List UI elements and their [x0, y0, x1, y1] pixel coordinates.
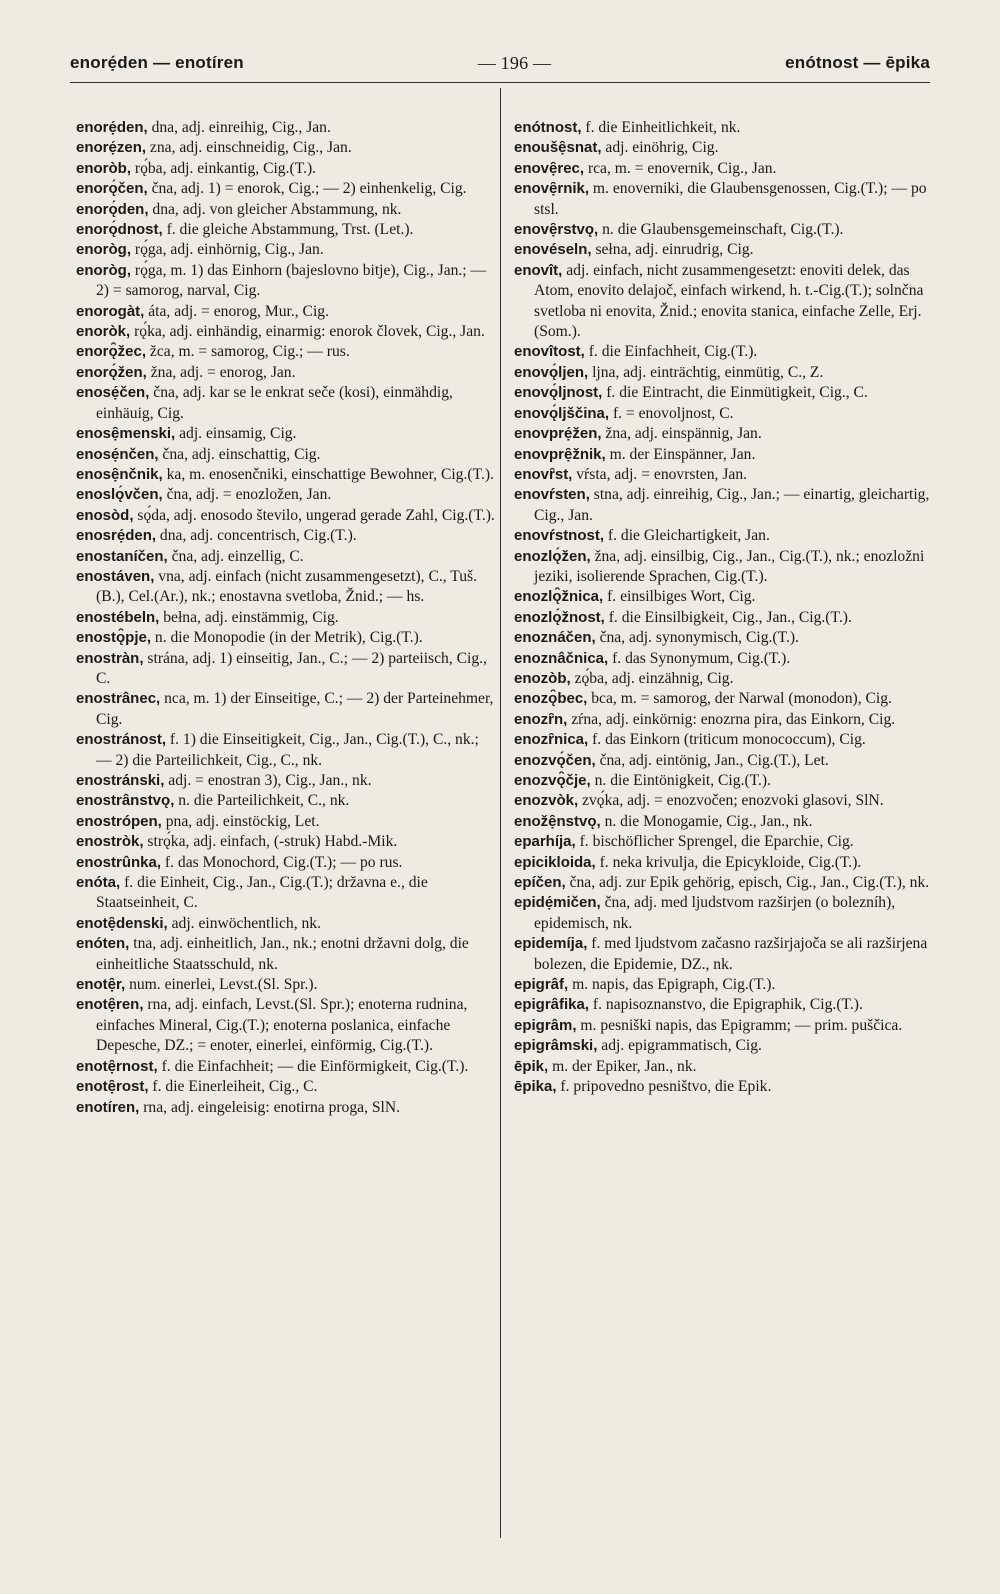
dictionary-entry — [76, 200, 496, 220]
entry-definition: dna, adj. einreihig, Cig., Jan. — [147, 119, 331, 136]
entry-headword: enoslǫ́včen, — [76, 486, 163, 504]
dictionary-entry — [76, 526, 496, 546]
entry-headword: enozvòk, — [514, 792, 579, 810]
entry-definition: adj. einwöchentlich, nk. — [167, 914, 321, 932]
entry-headword: epicikloida, — [514, 853, 596, 871]
entry-headword: enostrûnka, — [76, 853, 162, 871]
entry-definition: f. die Gleichartigkeit, Jan. — [604, 527, 770, 545]
entry-headword: enovîtost, — [514, 343, 585, 361]
entry-headword: enorǫ́žen, — [76, 363, 147, 381]
entry-definition: bełna, adj. einstämmig, Cig. — [159, 608, 339, 626]
dictionary-entry — [514, 751, 934, 771]
entry-definition: čna, adj. einschattig, Cig. — [158, 445, 321, 463]
dictionary-entry — [76, 689, 496, 730]
entry-definition: rǫ́ga, m. 1) das Einhorn (bajeslovno bitje), Cig., Jan.; — 2) = samorog, narval, Cig. — [96, 261, 487, 300]
header-rule — [70, 82, 930, 83]
entry-definition: zǫ́ba, adj. einzähnig, Cig. — [570, 669, 734, 687]
header-right: enótnost — ēpika — [785, 53, 930, 72]
dictionary-entry — [514, 547, 934, 588]
dictionary-entry — [76, 465, 496, 485]
entry-definition: žna, adj. = enorog, Jan. — [146, 363, 296, 381]
entry-definition: f. neka krivulja, die Epicykloide, Cig.(T.). — [595, 853, 862, 871]
dictionary-entry — [514, 873, 934, 893]
entry-definition: num. einerlei, Levst.(Sl. Spr.). — [125, 976, 318, 994]
entry-definition: rna, adj. eingeleisig: enotirna proga, SlN. — [139, 1098, 401, 1116]
entry-headword: epigrâfika, — [514, 996, 590, 1014]
entry-definition: rna, adj. einfach, Levst.(Sl. Spr.); enoterna rudnina, einfaches Mineral, Cig.(T.); enoterna poslanica, einfache Depesche, DZ.; = enoter, einerlei, einförmig, Cig.(T.). — [96, 996, 468, 1055]
dictionary-entry — [514, 893, 934, 934]
page-header — [70, 46, 930, 80]
entry-definition: dna, adj. von gleicher Abstammung, nk. — [148, 200, 402, 218]
dictionary-entry — [514, 689, 934, 709]
entry-headword: enotẹ̑rnost, — [76, 1057, 158, 1075]
entry-headword: enovprẹ́žen, — [514, 425, 602, 443]
entry-definition: f. die Einfachheit; — die Einförmigkeit, Cig.(T.). — [157, 1057, 469, 1075]
entry-headword: epigrâmski, — [514, 1037, 598, 1055]
entry-definition: f. napisoznanstvo, die Epigraphik, Cig.(T.). — [589, 996, 863, 1014]
entry-definition: čna, adj. einzellig, C. — [167, 547, 304, 565]
entry-definition: f. die Einheit, Cig., Jan., Cig.(T.); državna e., die Staatseinheit, C. — [96, 874, 428, 912]
entry-headword: enoznâčnica, — [514, 649, 609, 667]
entry-headword: epidẹ́mičen, — [514, 894, 601, 912]
entry-headword: enosòd, — [76, 506, 134, 524]
dictionary-entry — [514, 118, 934, 138]
entry-headword: enovẹ̑rstvǫ, — [514, 221, 599, 239]
entry-definition: vŕsta, adj. = enovrsten, Jan. — [572, 465, 748, 483]
entry-headword: ēpika, — [514, 1078, 557, 1096]
entry-definition: tna, adj. einheitlich, Jan., nk.; enotni državni dolg, die einheitliche Staatsschuld, nk. — [96, 935, 469, 973]
entry-definition: čna, adj. kar se le enkrat seče (kosi), einmähdig, einhäuig, Cig. — [96, 384, 453, 422]
dictionary-entry — [514, 628, 934, 648]
entry-headword: enóta, — [76, 874, 121, 892]
entry-definition: áta, adj. = enorog, Mur., Cig. — [144, 302, 329, 320]
entry-headword: enozvǫ́čen, — [514, 751, 596, 769]
entry-headword: enorǫ́den, — [76, 200, 149, 218]
entry-definition: n. die Monogamie, Cig., Jan., nk. — [600, 812, 813, 830]
entry-headword: enotẹ̑denski, — [76, 914, 168, 932]
entry-headword: enovǫ́ljen, — [514, 363, 589, 381]
dictionary-entry — [514, 995, 934, 1015]
dictionary-entry — [76, 873, 496, 914]
entry-headword: enostrânstvǫ, — [76, 792, 175, 810]
dictionary-entry — [514, 812, 934, 832]
entry-definition: strána, adj. 1) einseitig, Jan., C.; — 2) parteiisch, Cig., C. — [96, 649, 487, 687]
dictionary-entry — [514, 710, 934, 730]
entry-headword: epíčen, — [514, 874, 566, 892]
entry-headword: enostébeln, — [76, 608, 160, 626]
dictionary-entry — [514, 791, 934, 811]
dictionary-entry — [76, 608, 496, 628]
dictionary-entry — [514, 934, 934, 975]
dictionary-entry — [76, 424, 496, 444]
entry-definition: f. die Einsilbigkeit, Cig., Jan., Cig.(T.). — [604, 608, 852, 626]
entry-definition: čna, adj. 1) = enorok, Cig.; — 2) einhenkelig, Cig. — [147, 180, 467, 198]
dictionary-entry — [76, 322, 496, 342]
entry-headword: enotẹ̑r, — [76, 976, 126, 994]
entry-definition: n. die Parteilichkeit, C., nk. — [174, 792, 350, 810]
entry-definition: zna, adj. einschneidig, Cig., Jan. — [146, 139, 352, 157]
entry-headword: enovǫ́ljnost, — [514, 384, 603, 402]
entry-definition: čna, adj. zur Epik gehörig, episch, Cig., Jan., Cig.(T.), nk. — [565, 874, 930, 892]
dictionary-entry — [76, 649, 496, 690]
dictionary-entry — [76, 383, 496, 424]
entry-definition: strǫ́ka, adj. einfach, (-struk) Habd.-Mik. — [143, 833, 398, 851]
dictionary-entry — [514, 1016, 934, 1036]
entry-headword: enoròg, — [76, 241, 131, 259]
entry-definition: n. die Glaubensgemeinschaft, Cig.(T.). — [598, 221, 844, 239]
entry-definition: čna, adj. = enozložen, Jan. — [162, 486, 332, 504]
dictionary-entry — [514, 853, 934, 873]
dictionary-entry — [76, 342, 496, 362]
entry-definition: čna, adj. synonymisch, Cig.(T.). — [595, 629, 799, 647]
dictionary-entry — [514, 261, 934, 343]
entry-definition: vna, adj. einfach (nicht zusammengesetzt), C., Tuš.(B.), Cel.(Ar.), nk.; enostavna svetloba, Žnid.; — hs. — [96, 567, 478, 606]
entry-definition: f. die Einheitlichkeit, nk. — [581, 119, 741, 136]
entry-definition: f. bischöflicher Sprengel, die Eparchie, Cig. — [575, 833, 854, 851]
entry-headword: enostránost, — [76, 731, 167, 749]
entry-definition: adj. epigrammatisch, Cig. — [597, 1037, 762, 1055]
entry-headword: enóten, — [76, 935, 130, 953]
dictionary-entry — [76, 261, 496, 302]
entry-headword: enožẹ̑nstvǫ, — [514, 812, 601, 830]
dictionary-entry — [76, 485, 496, 505]
entry-headword: enovẹ̑rnik, — [514, 180, 590, 198]
dictionary-entry — [76, 771, 496, 791]
dictionary-entry — [76, 159, 496, 179]
dictionary-entry — [514, 1077, 934, 1097]
dictionary-entry — [514, 526, 934, 546]
dictionary-entry — [76, 730, 496, 771]
dictionary-entry — [76, 853, 496, 873]
entry-definition: dna, adj. concentrisch, Cig.(T.). — [156, 527, 357, 545]
entry-headword: epidemíja, — [514, 935, 588, 953]
dictionary-entry — [514, 832, 934, 852]
entry-headword: enovéseln, — [514, 241, 592, 259]
entry-headword: enozlǫ́žnost, — [514, 608, 605, 626]
dictionary-entry — [76, 934, 496, 975]
entry-definition: m. enoverniki, die Glaubensgenossen, Cig.(T.); — po stsl. — [534, 180, 927, 218]
entry-definition: ka, m. enosenčniki, einschattige Bewohner, Cig.(T.). — [162, 465, 494, 483]
entry-definition: rǫ́ga, adj. einhörnig, Cig., Jan. — [131, 241, 324, 259]
entry-definition: f. med ljudstvom začasno razširjajoča se ali razširjena bolezen, die Epidemie, DZ., nk. — [534, 935, 928, 973]
entry-headword: enorǫ́čen, — [76, 180, 148, 198]
dictionary-entry — [514, 342, 934, 362]
entry-definition: n. die Eintönigkeit, Cig.(T.). — [590, 772, 772, 789]
entry-definition: rca, m. = enovernik, Cig., Jan. — [584, 159, 777, 177]
dictionary-entry — [514, 240, 934, 260]
entry-headword: epigrâf, — [514, 976, 569, 994]
entry-headword: enosẹ̑menski, — [76, 425, 176, 443]
entry-headword: enovŕsten, — [514, 486, 590, 504]
entry-definition: f. die Eintracht, die Einmütigkeit, Cig., C. — [602, 384, 868, 402]
dictionary-entry — [514, 383, 934, 403]
entry-definition: f. das Synonymum, Cig.(T.). — [608, 649, 791, 667]
dictionary-entry — [514, 220, 934, 240]
entry-headword: enorǫ̑žec, — [76, 343, 147, 361]
dictionary-entry — [76, 975, 496, 995]
entry-definition: f. die Einerleiheit, Cig., C. — [148, 1078, 318, 1096]
dictionary-entry — [76, 995, 496, 1056]
dictionary-entry — [76, 240, 496, 260]
dictionary-entry — [76, 628, 496, 648]
entry-definition: pna, adj. einstöckig, Let. — [161, 812, 320, 830]
dictionary-entry — [514, 138, 934, 158]
entry-headword: enostrânec, — [76, 690, 161, 708]
right-column — [514, 118, 934, 1098]
entry-definition: sełna, adj. einrudrig, Cig. — [591, 241, 754, 259]
entry-headword: enostránski, — [76, 772, 165, 789]
left-column — [76, 118, 496, 1118]
entry-headword: enovẹ̑rec, — [514, 159, 585, 177]
entry-definition: zvǫ́ka, adj. = enozvočen; enozvoki glasovi, SlN. — [578, 792, 884, 810]
entry-headword: enoròk, — [76, 323, 131, 341]
entry-headword: enorogàt, — [76, 302, 145, 320]
entry-headword: enozòb, — [514, 669, 571, 687]
dictionary-entry — [514, 424, 934, 444]
entry-headword: enozȓn, — [514, 710, 568, 728]
dictionary-entry — [514, 1057, 934, 1077]
entry-headword: enoznáčen, — [514, 629, 596, 647]
entry-headword: enorǫ́dnost, — [76, 221, 163, 239]
entry-definition: adj. einfach, nicht zusammengesetzt: enoviti delek, das Atom, enovito delajoč, einfach wirkend, h. t.-Cig.(T.); solnčna svetloba ni enovita, Žnid.; enovita stanica, einfache Zelle, Erj.(Som.). — [534, 261, 924, 341]
entry-definition: f. das Einkorn (triticum monococcum), Cig. — [588, 731, 866, 749]
entry-headword: enostaníčen, — [76, 547, 168, 565]
entry-definition: adj. einöhrig, Cig. — [601, 139, 719, 157]
dictionary-entry — [514, 649, 934, 669]
entry-headword: enoròg, — [76, 261, 131, 279]
entry-definition: f. = enovoljnost, C. — [609, 404, 734, 422]
entry-definition: f. pripovedno pesništvo, die Epik. — [556, 1078, 772, 1096]
entry-definition: zŕna, adj. einkörnig: enozrna pira, das Einkorn, Cig. — [567, 710, 896, 728]
dictionary-entry — [514, 485, 934, 526]
entry-definition: f. die gleiche Abstammung, Trst. (Let.). — [162, 221, 414, 239]
dictionary-entry — [76, 302, 496, 322]
entry-headword: enostáven, — [76, 567, 155, 585]
entry-definition: sǫ́da, adj. enosodo število, ungerad gerade Zahl, Cig.(T.). — [133, 506, 495, 524]
dictionary-entry — [514, 771, 934, 791]
entry-headword: enorẹ́zen, — [76, 139, 147, 157]
dictionary-entry — [514, 730, 934, 750]
page-number: — 196 — — [477, 52, 552, 73]
entry-definition: m. pesniški napis, das Epigramm; — prim. puščica. — [576, 1016, 903, 1034]
dictionary-entry — [76, 812, 496, 832]
dictionary-entry — [76, 791, 496, 811]
entry-headword: enoròb, — [76, 159, 131, 177]
dictionary-entry — [514, 669, 934, 689]
dictionary-entry — [514, 975, 934, 995]
entry-headword: enosẹ̑nčnik, — [76, 465, 163, 483]
dictionary-entry — [76, 832, 496, 852]
dictionary-entry — [76, 220, 496, 240]
entry-definition: rǫ́ka, adj. einhändig, einarmig: enorok človek, Cig., Jan. — [130, 323, 485, 341]
entry-definition: f. die Einfachheit, Cig.(T.). — [584, 343, 758, 361]
entry-definition: m. der Einspänner, Jan. — [605, 445, 756, 463]
dictionary-entry — [514, 363, 934, 383]
dictionary-entry — [514, 404, 934, 424]
entry-headword: enovŕstnost, — [514, 527, 605, 545]
dictionary-entry — [514, 179, 934, 220]
dictionary-entry — [514, 587, 934, 607]
dictionary-entry — [76, 1057, 496, 1077]
entry-headword: enostǫ̑pje, — [76, 629, 152, 647]
entry-definition: m. napis, das Epigraph, Cig.(T.). — [568, 976, 776, 994]
entry-definition: žna, adj. einspännig, Jan. — [601, 425, 762, 443]
entry-headword: enorẹ́den, — [76, 119, 148, 136]
entry-headword: enosrẹ́den, — [76, 527, 157, 545]
entry-definition: adj. = enostran 3), Cig., Jan., nk. — [164, 772, 372, 789]
dictionary-entry — [76, 1098, 496, 1118]
dictionary-entry — [76, 1077, 496, 1097]
entry-headword: epigrâm, — [514, 1016, 577, 1034]
entry-headword: enostròk, — [76, 833, 144, 851]
entry-headword: enotẹ̑ren, — [76, 996, 144, 1014]
entry-definition: bca, m. = samorog, der Narwal (monodon), Cig. — [587, 690, 892, 708]
entry-headword: enovȓst, — [514, 465, 573, 483]
entry-headword: ēpik, — [514, 1057, 549, 1075]
entry-definition: rǫ́ba, adj. einkantig, Cig.(T.). — [131, 159, 317, 177]
entry-definition: čna, adj. eintönig, Jan., Cig.(T.), Let. — [595, 751, 829, 769]
entry-headword: enovǫ́ljščina, — [514, 404, 610, 422]
dictionary-entry — [514, 608, 934, 628]
entry-definition: ljna, adj. einträchtig, einmütig, C., Z. — [588, 363, 824, 381]
entry-headword: enotẹ̑rost, — [76, 1078, 149, 1096]
dictionary-entry — [514, 465, 934, 485]
entry-headword: enozlǫ̑žnica, — [514, 588, 604, 606]
entry-definition: žca, m. = samorog, Cig.; — rus. — [146, 343, 350, 361]
entry-headword: enozvǫ̑čje, — [514, 772, 591, 789]
entry-definition: čna, adj. med ljudstvom razširjen (o bolezníh), epidemisch, nk. — [534, 894, 896, 932]
entry-definition: f. 1) die Einseitigkeit, Cig., Jan., Cig.(T.), C., nk.; — 2) die Parteilichkeit, Cig., C., nk. — [96, 731, 479, 769]
dictionary-entry — [76, 179, 496, 199]
entry-headword: enosẹ́nčen, — [76, 445, 159, 463]
entry-definition: m. der Epiker, Jan., nk. — [548, 1057, 697, 1075]
dictionary-entry — [76, 914, 496, 934]
entry-headword: enovprẹ̑žnik, — [514, 445, 606, 463]
entry-headword: enovît, — [514, 261, 563, 279]
entry-headword: enoušẹ̑snat, — [514, 139, 602, 157]
dictionary-entry — [76, 567, 496, 608]
dictionary-entry — [76, 363, 496, 383]
dictionary-entry — [514, 445, 934, 465]
entry-headword: enosẹ́čen, — [76, 384, 150, 402]
entry-headword: eparhíja, — [514, 833, 576, 851]
dictionary-entry — [76, 138, 496, 158]
dictionary-entry — [76, 547, 496, 567]
entry-definition: n. die Monopodie (in der Metrik), Cig.(T.). — [151, 629, 423, 647]
entry-definition: nca, m. 1) der Einseitige, C.; — 2) der Parteinehmer, Cig. — [96, 690, 494, 728]
entry-definition: stna, adj. einreihig, Cig., Jan.; — einartig, gleichartig, Cig., Jan. — [534, 486, 930, 524]
entry-headword: enozlǫ́žen, — [514, 547, 591, 565]
header-left: enorẹ́den — enotíren — [70, 53, 244, 72]
entry-definition: f. einsilbiges Wort, Cig. — [603, 588, 756, 606]
dictionary-entry — [76, 118, 496, 138]
dictionary-entry — [514, 159, 934, 179]
entry-definition: f. das Monochord, Cig.(T.); — po rus. — [161, 853, 403, 871]
entry-definition: adj. einsamig, Cig. — [175, 425, 297, 443]
entry-headword: enótnost, — [514, 119, 582, 136]
entry-headword: enozȓnica, — [514, 731, 589, 749]
entry-headword: enozǫ̑bec, — [514, 690, 588, 708]
dictionary-entry — [514, 1036, 934, 1056]
dictionary-entry — [76, 445, 496, 465]
entry-definition: žna, adj. einsilbig, Cig., Jan., Cig.(T.), nk.; enozložni jeziki, isolierende Sprachen, Cig.(T.). — [534, 547, 925, 585]
column-divider — [500, 88, 501, 1538]
dictionary-entry — [76, 506, 496, 526]
entry-headword: enostràn, — [76, 649, 144, 667]
entry-headword: enotíren, — [76, 1098, 140, 1116]
entry-headword: enostrópen, — [76, 812, 162, 830]
